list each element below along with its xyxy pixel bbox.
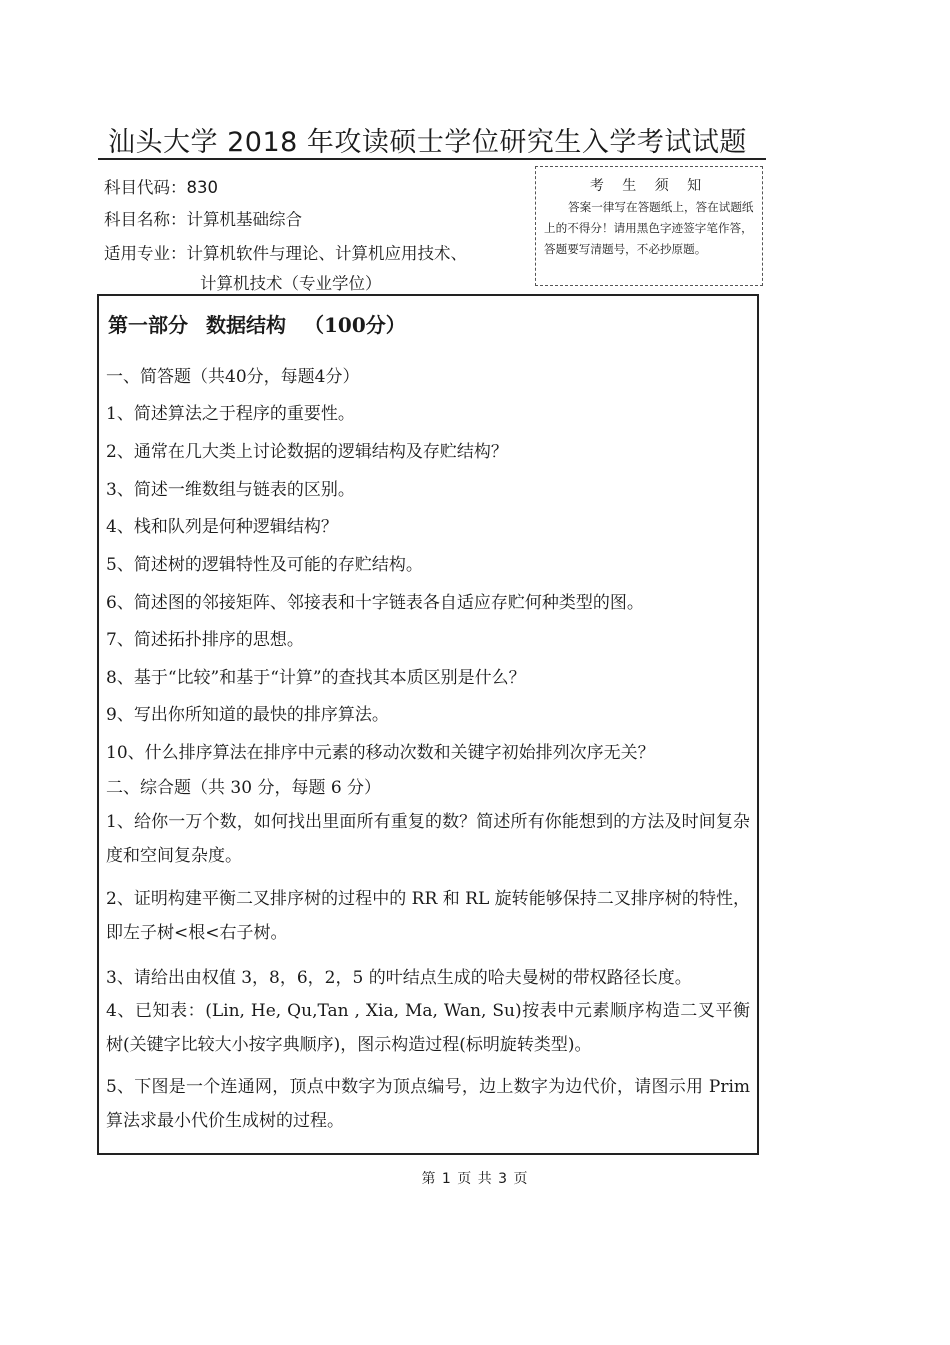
question-item: 6、简述图的邻接矩阵、邻接表和十字链表各自适应存贮何种类型的图。 [106, 593, 644, 613]
major-row-continued [200, 270, 382, 294]
subject-code-row [104, 174, 218, 198]
section-heading-short-answer: 一、简答题（共40分，每题4分） [106, 367, 360, 387]
subject-code-value: 830 [186, 178, 218, 197]
major-row [104, 240, 467, 264]
question-item: 2、证明构建平衡二叉排序树的过程中的 RR 和 RL 旋转能够保持二叉排序树的特性，即左子树<根<右子树。 [106, 889, 750, 943]
section-heading-comprehensive: 二、综合题（共 30 分，每题 6 分） [106, 778, 382, 798]
question-item: 5、下图是一个连通网，顶点中数字为顶点编号，边上数字为边代价，请图示用 Prim 算法求最小代价生成树的过程。 [106, 1077, 750, 1131]
question-item: 5、简述树的逻辑特性及可能的存贮结构。 [106, 555, 423, 575]
part-label: 第一部分 [108, 313, 188, 337]
question-item: 4、已知表：(Lin, He, Qu,Tan , Xia, Ma, Wan, Su)按表中元素顺序构造二叉平衡树(关键字比较大小按字典顺序)，图示构造过程(标明旋转类型)。 [106, 1001, 750, 1055]
part-score: （100分） [304, 313, 406, 337]
subject-name-label: 科目名称： [104, 210, 187, 229]
major-label: 适用专业： [104, 244, 187, 263]
notice-body: 答案一律写在答题纸上，答在试题纸上的不得分！请用黑色字迹签字笔作答，答题要写清题号，不必抄原题。 [544, 200, 754, 256]
question-item: 2、通常在几大类上讨论数据的逻辑结构及存贮结构？ [106, 442, 508, 462]
subject-name-value: 计算机基础综合 [186, 210, 302, 229]
question-item: 3、简述一维数组与链表的区别。 [106, 480, 355, 500]
question-item: 3、请给出由权值 3，8，6，2，5 的叶结点生成的哈夫曼树的带权路径长度。 [106, 968, 692, 988]
question-item: 1、给你一万个数，如何找出里面所有重复的数？简述所有你能想到的方法及时间复杂度和空间复杂度。 [106, 812, 750, 866]
subject-code-label: 科目代码： [104, 178, 187, 197]
part-name: 数据结构 [206, 313, 286, 337]
question-item: 10、什么排序算法在排序中元素的移动次数和关键字初始排列次序无关？ [106, 743, 655, 763]
question-item: 7、简述拓扑排序的思想。 [106, 630, 304, 650]
title-underline [98, 158, 766, 160]
page-number: 第 1 页 共 3 页 [421, 1171, 529, 1187]
part-heading [108, 309, 424, 338]
candidate-notice-box [535, 166, 763, 286]
question-item: 9、写出你所知道的最快的排序算法。 [106, 705, 389, 725]
question-item: 4、栈和队列是何种逻辑结构？ [106, 517, 338, 537]
major-value-line2: 计算机技术（专业学位） [200, 274, 382, 293]
major-value-line1: 计算机软件与理论、计算机应用技术、 [186, 244, 467, 263]
subject-name-row [104, 206, 302, 230]
question-item: 8、基于“比较”和基于“计算”的查找其本质区别是什么？ [106, 668, 526, 688]
exam-title: 汕头大学 2018 年攻读硕士学位研究生入学考试试题 [108, 127, 747, 158]
notice-title: 考 生 须 知 [589, 178, 709, 194]
question-item: 1、简述算法之于程序的重要性。 [106, 404, 355, 424]
